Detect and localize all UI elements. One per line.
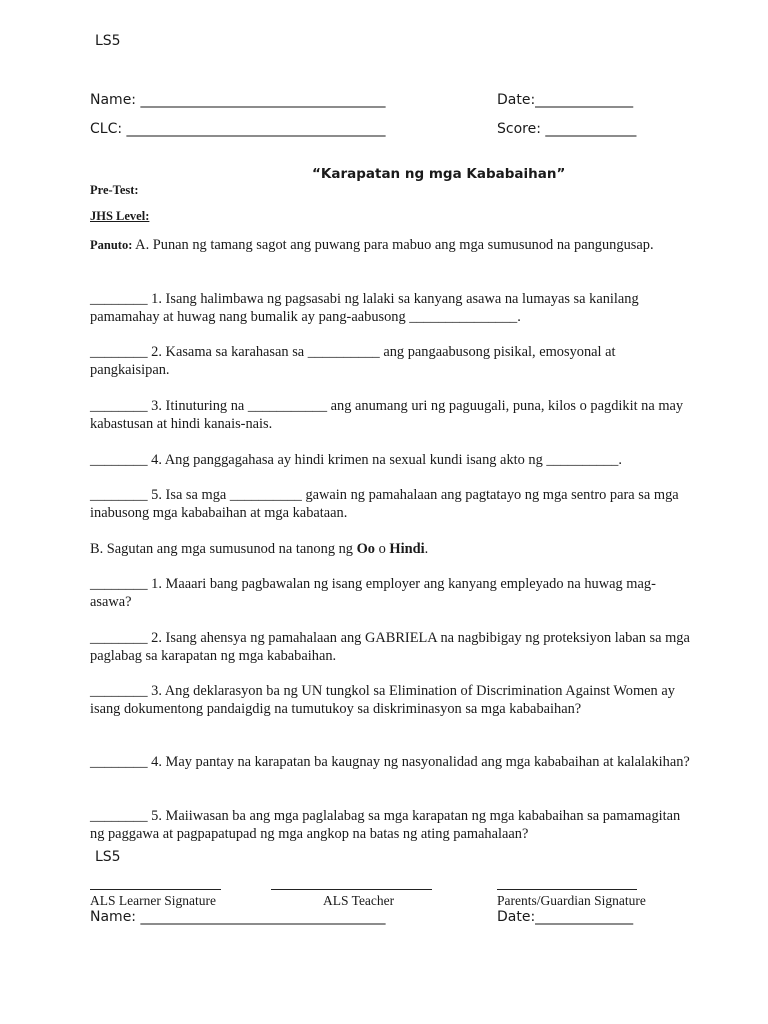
document-title: “Karapatan ng mga Kababaihan” (312, 166, 566, 182)
footer-date-label: Date:______________ (497, 909, 634, 925)
answer-hindi: Hindi (389, 541, 425, 557)
part-b-instructions (90, 540, 690, 558)
part-b-item-4: ________ 4. May pantay na karapatan ba kaugnay ng nasyonalidad ang mga kababaihan at kalalakihan? (90, 754, 690, 770)
part-b-intro-prefix: B. Sagutan ang mga sumusunod na tanong ng (90, 541, 357, 557)
part-a-item-1: ________ 1. Isang halimbawa ng pagsasabi ng lalaki sa kanyang asawa na lumayas sa kanilang pamamahay at huwag nang bumalik ay pang-aabusong _______________. (90, 291, 639, 325)
score-field-label: Score: _____________ (497, 121, 637, 137)
teacher-signature-label: ALS Teacher (323, 893, 395, 908)
pretest-label: Pre-Test: (90, 183, 139, 197)
footer-code: LS5 (95, 849, 121, 865)
date-field-label: Date:______________ (497, 92, 634, 108)
level-label: JHS Level: (90, 209, 150, 223)
directions-text: A. Punan ng tamang sagot ang puwang para mabuo ang mga sumusunod na pangungusap. (132, 237, 654, 253)
part-a-item-5: ________ 5. Isa sa mga __________ gawain ng pamahalaan ang pagtatayo ng mga sentro para sa mga inabusong mga kababaihan at mga kabataan. (90, 487, 679, 521)
part-b-suffix: . (424, 541, 429, 557)
part-a-item-3: ________ 3. Itinuturing na ___________ ang anumang uri ng paguugali, puna, kilos o pagdikit na may kabastusan at hindi kanais-nais. (90, 398, 684, 432)
header-code: LS5 (95, 33, 121, 49)
directions-label: Panuto: (90, 238, 133, 252)
directions (90, 236, 690, 254)
part-b-item-5: ________ 5. Maiiwasan ba ang mga paglalabag sa mga karapatan ng mga kababaihan sa pamamagitan ng paggawa at pagpapatupad ng mga angkop na batas ng ating pamahalaan? (90, 808, 681, 842)
footer-name-label: Name: ___________________________________ (90, 909, 386, 925)
part-b-item-1: ________ 1. Maaari bang pagbawalan ng isang employer ang kanyang empleyado na huwag mag-asawa? (90, 576, 656, 610)
clc-field-label: CLC: _____________________________________ (90, 121, 386, 137)
teacher-signature-line (271, 889, 432, 890)
parent-signature-line (497, 889, 637, 890)
answer-oo: Oo (356, 541, 375, 557)
part-b-item-2: ________ 2. Isang ahensya ng pamahalaan ang GABRIELA na nagbibigay ng proteksiyon laban sa mga paglabag sa karapatan ng mga kababaihan. (90, 630, 690, 664)
part-b-connector: o (375, 541, 390, 557)
name-field-label: Name: ___________________________________ (90, 92, 386, 108)
part-b-item-3: ________ 3. Ang deklarasyon ba ng UN tungkol sa Elimination of Discrimination Against Women ay isang dokumentong pandaigdig na tumutukoy sa diskriminasyon sa mga kababaihan? (90, 683, 675, 717)
parent-signature-label: Parents/Guardian Signature (497, 893, 646, 908)
part-a-item-2: ________ 2. Kasama sa karahasan sa __________ ang pangaabusong pisikal, emosyonal at pangkaisipan. (90, 344, 616, 378)
learner-signature-line (90, 889, 221, 890)
learner-signature-label: ALS Learner Signature (90, 893, 216, 908)
part-a-item-4: ________ 4. Ang panggagahasa ay hindi krimen na sexual kundi isang akto ng __________. (90, 452, 622, 468)
